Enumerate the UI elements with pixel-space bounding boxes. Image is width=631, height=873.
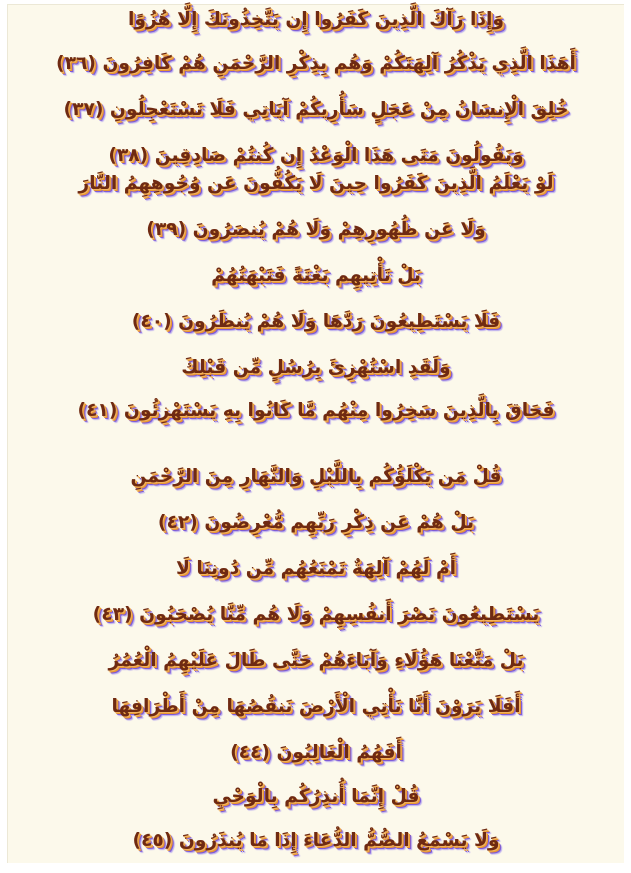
verse-page	[7, 4, 624, 863]
verse-line-6: وَلَا عَن ظُهُورِهِمْ وَلَا هُمْ يُنصَرُونَ (٣٩)	[146, 219, 486, 240]
verse-line-7: بَلْ تَأْتِيهِم بَغْتَةً فَتَبْهَتُهُمْ	[211, 265, 421, 286]
verse-line-5: لَوْ يَعْلَمُ الَّذِينَ كَفَرُوا حِينَ لَا يَكُفُّونَ عَن وُجُوهِهِمُ النَّارَ	[78, 173, 554, 194]
verse-line-12: بَلْ هُمْ عَن ذِكْرِ رَبِّهِم مُّعْرِضُونَ (٤٢)	[157, 512, 475, 533]
verse-line-18: قُلْ إِنَّمَا أُنذِرُكُم بِالْوَحْيِ	[212, 786, 420, 807]
verse-line-14: يَسْتَطِيعُونَ نَصْرَ أَنفُسِهِمْ وَلَا هُم مِّنَّا يُصْحَبُونَ (٤٣)	[92, 604, 540, 625]
verse-line-17: أَفَهُمُ الْغَالِبُونَ (٤٤)	[230, 742, 402, 763]
verse-line-16: أَفَلَا يَرَوْنَ أَنَّا نَأْتِي الْأَرْضَ نَنقُصُهَا مِنْ أَطْرَافِهَا	[111, 696, 521, 717]
verse-line-13: أَمْ لَهُمْ آلِهَةٌ تَمْنَعُهُم مِّن دُونِنَا لَا	[175, 558, 457, 579]
verse-line-8: فَلَا يَسْتَطِيعُونَ رَدَّهَا وَلَا هُمْ يُنظَرُونَ (٤٠)	[131, 311, 501, 332]
verse-line-15: بَلْ مَتَّعْنَا هَؤُلَاءِ وَآبَاءَهُمْ حَتَّى طَالَ عَلَيْهِمُ الْعُمُرُ	[108, 650, 524, 671]
verse-line-2: أَهَذَا الَّذِي يَذْكُرُ آلِهَتَكُمْ وَهُم بِذِكْرِ الرَّحْمَنِ هُمْ كَافِرُونَ (٣٦)	[56, 53, 576, 74]
verse-line-19: وَلَا يَسْمَعُ الصُّمُّ الدُّعَاءَ إِذَا مَا يُنذَرُونَ (٤٥)	[132, 830, 500, 851]
verse-line-1: وَإِذَا رَآكَ الَّذِينَ كَفَرُوا إِن يَتَّخِذُونَكَ إِلَّا هُزُوًا	[127, 9, 505, 30]
verse-line-10: فَحَاقَ بِالَّذِينَ سَخِرُوا مِنْهُم مَّا كَانُوا بِهِ يَسْتَهْزِئُونَ (٤١)	[77, 400, 555, 421]
verse-line-9: وَلَقَدِ اسْتُهْزِئَ بِرُسُلٍ مِّن قَبْلِكَ	[181, 357, 451, 378]
verse-line-3: خُلِقَ الْإِنسَانُ مِنْ عَجَلٍ سَأُرِيكُمْ آيَاتِي فَلَا تَسْتَعْجِلُونِ (٣٧)	[63, 99, 569, 120]
verse-line-4: وَيَقُولُونَ مَتَى هَذَا الْوَعْدُ إِن كُنتُمْ صَادِقِينَ (٣٨)	[108, 145, 524, 166]
verse-line-11: قُلْ مَن يَكْلَؤُكُم بِاللَّيْلِ وَالنَّهَارِ مِنَ الرَّحْمَنِ	[130, 466, 502, 487]
